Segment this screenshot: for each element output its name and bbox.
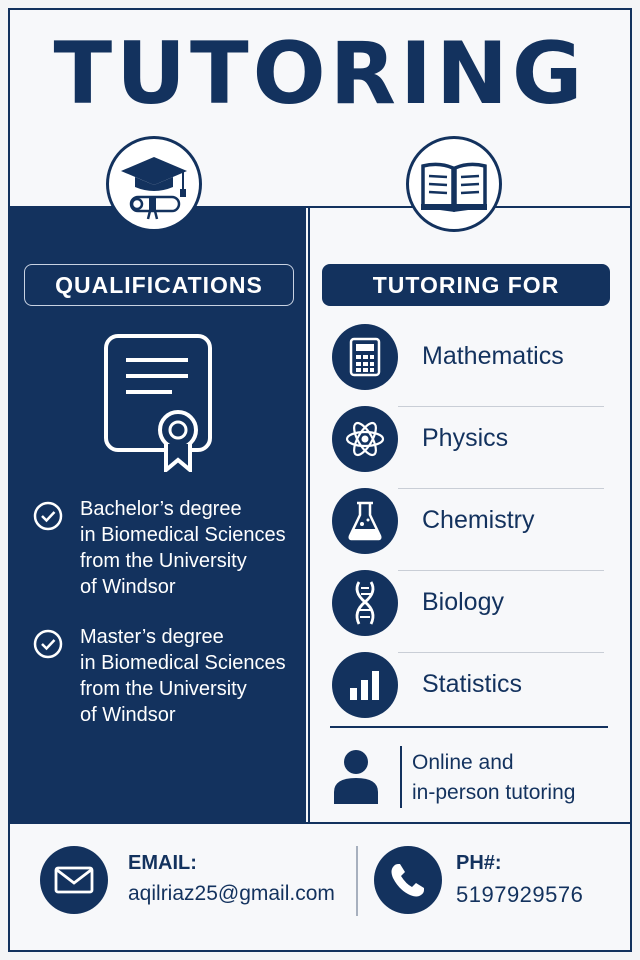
- qualification-line: in Biomedical Sciences: [80, 524, 286, 546]
- subject-label: Biology: [422, 588, 504, 616]
- email-label: EMAIL:: [128, 852, 197, 874]
- contact-separator: [356, 846, 358, 916]
- qualification-line: from the University: [80, 550, 247, 572]
- subject-physics: [332, 402, 604, 474]
- subject-label: Statistics: [422, 670, 523, 698]
- flyer-frame: [8, 8, 632, 952]
- qualification-line: Master’s degree: [80, 626, 224, 648]
- qualifications-heading: QUALIFICATIONS: [24, 264, 294, 306]
- graduation-cap-icon: [106, 136, 202, 232]
- envelope-icon: [40, 846, 108, 914]
- person-icon: [332, 746, 380, 806]
- mode-separator: [400, 746, 402, 808]
- mode-line: Online and: [412, 751, 514, 774]
- subject-chemistry: [332, 484, 604, 556]
- footer-rule: [10, 822, 630, 824]
- subject-label: Physics: [422, 424, 509, 452]
- atom-icon: [332, 406, 398, 472]
- phone-icon: [374, 846, 442, 914]
- qualification-line: from the University: [80, 678, 247, 700]
- check-circle-icon: [32, 500, 64, 532]
- qualification-line: of Windsor: [80, 704, 176, 726]
- phone-number[interactable]: 5197929576: [456, 882, 584, 907]
- subject-biology: [332, 566, 604, 638]
- subject-label: Mathematics: [422, 342, 564, 370]
- subject-statistics: [332, 648, 604, 720]
- page-title: TUTORING: [53, 24, 587, 124]
- qualification-line: of Windsor: [80, 576, 176, 598]
- flask-icon: [332, 488, 398, 554]
- book-icon: [406, 136, 502, 232]
- mode-line: in-person tutoring: [412, 781, 576, 804]
- section-rule: [330, 726, 608, 728]
- phone-label: PH#:: [456, 852, 502, 874]
- tutoring-mode: [332, 742, 612, 814]
- dna-icon: [332, 570, 398, 636]
- qualification-line: in Biomedical Sciences: [80, 652, 286, 674]
- qualification-text: [80, 624, 306, 728]
- certificate-icon: [102, 332, 214, 477]
- qualification-text: [80, 496, 306, 600]
- bar-chart-icon: [332, 652, 398, 718]
- email-address[interactable]: aqilriaz25@gmail.com: [128, 882, 335, 905]
- subject-label: Chemistry: [422, 506, 535, 534]
- qualification-line: Bachelor’s degree: [80, 498, 242, 520]
- check-circle-icon: [32, 628, 64, 660]
- tutoring-mode-text: [412, 748, 575, 808]
- tutoring-for-heading: TUTORING FOR: [322, 264, 610, 306]
- calculator-icon: [332, 324, 398, 390]
- subject-mathematics: [332, 320, 604, 392]
- column-divider: [308, 206, 310, 822]
